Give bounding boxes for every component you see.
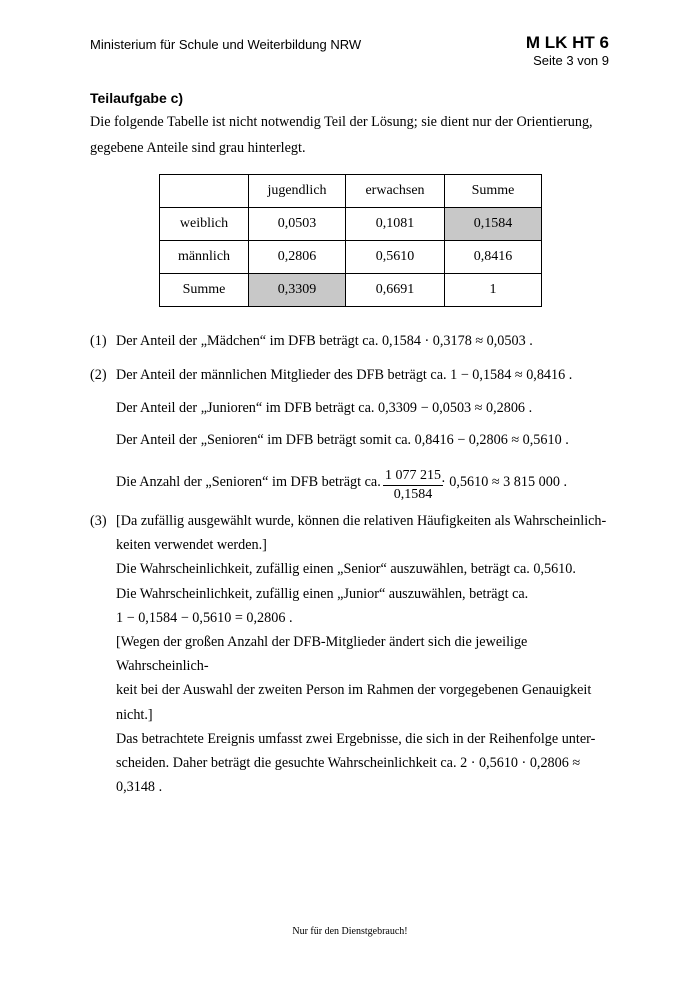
table-row — [160, 208, 542, 241]
formula: 0,1584 · 0,3178 ≈ 0,0503 . — [381, 333, 533, 349]
table-cell: 0,8416 — [445, 241, 542, 274]
table-header-cell: jugendlich — [249, 175, 346, 208]
item-line: Die Wahrscheinlichkeit, zufällig einen „Senior“ auszuwählen, beträgt ca. 0,5610. — [116, 561, 576, 578]
table-cell: 0,6691 — [346, 274, 445, 307]
item-line: 1 − 0,1584 − 0,5610 = 0,2806 . — [116, 609, 293, 626]
item-text: Der Anteil der „Senioren“ im DFB beträgt somit ca. — [116, 432, 412, 448]
item-2-count — [116, 471, 381, 493]
formula: 2 · 0,5610 · 0,2806 ≈ 0,3148 . — [116, 755, 581, 796]
table-cell-shaded: 0,1584 — [445, 208, 542, 241]
item-text: Der Anteil der männlichen Mitglieder des DFB beträgt ca. — [116, 367, 447, 383]
item-3 — [116, 509, 616, 799]
item-number: (3) — [90, 513, 107, 529]
item-line: keit bei der Auswahl der zweiten Person im Rahmen der vorgegebenen Genauigkeit nicht.] — [116, 682, 592, 723]
table-cell: 1 — [445, 274, 542, 307]
table-cell: 0,1081 — [346, 208, 445, 241]
item-number: (2) — [90, 367, 107, 383]
ministry-name: Ministerium für Schule und Weiterbildung NRW — [90, 37, 362, 52]
table-header-row — [160, 175, 542, 208]
item-line — [116, 751, 616, 799]
page-number: Seite 3 von 9 — [533, 53, 609, 68]
table-cell: weiblich — [160, 208, 249, 241]
table-header-cell: erwachsen — [346, 175, 445, 208]
table-cell: 0,5610 — [346, 241, 445, 274]
item-line: Das betrachtete Ereignis umfasst zwei Ergebnisse, die sich in der Reihenfolge unter- — [116, 730, 596, 747]
item-text: scheiden. Daher beträgt die gesuchte Wahrscheinlichkeit ca. — [116, 755, 457, 772]
formula: 1 − 0,1584 ≈ 0,8416 . — [450, 367, 573, 383]
item-1 — [90, 330, 533, 352]
fraction-denominator: 0,1584 — [393, 487, 433, 502]
table-cell: 0,2806 — [249, 241, 346, 274]
item-text: Der Anteil der „Junioren“ im DFB beträgt ca. — [116, 400, 375, 416]
exam-code: M LK HT 6 — [525, 33, 609, 52]
item-2-seniors — [116, 429, 569, 451]
item-line: [Da zufällig ausgewählt wurde, können die relativen Häufigkeiten als Wahrscheinlich- — [116, 513, 607, 529]
item-text: Die Anzahl der „Senioren“ im DFB beträgt ca. — [116, 474, 381, 490]
item-text: Der Anteil der „Mädchen“ im DFB beträgt ca. — [116, 333, 379, 349]
probability-table — [159, 174, 542, 307]
item-2 — [90, 364, 572, 386]
item-2-juniors — [116, 397, 532, 419]
table-row — [160, 241, 542, 274]
item-line: Die Wahrscheinlichkeit, zufällig einen „Junior“ auszuwählen, beträgt ca. — [116, 585, 529, 602]
intro-text: Die folgende Tabelle ist nicht notwendig Teil der Lösung; sie dient nur der Orientierung, gegebene Anteile sind grau hinterlegt. — [90, 114, 593, 156]
item-line: [Wegen der großen Anzahl der DFB-Mitglieder ändert sich die jeweilige Wahrscheinlich- — [116, 634, 528, 675]
table-cell: 0,0503 — [249, 208, 346, 241]
footer-note: Nur für den Dienstgebrauch! — [292, 926, 408, 937]
item-number: (1) — [90, 333, 107, 349]
fraction — [383, 467, 443, 504]
table-row — [160, 274, 542, 307]
table-cell-shaded: 0,3309 — [249, 274, 346, 307]
table-cell: Summe — [160, 274, 249, 307]
formula: 0,3309 − 0,0503 ≈ 0,2806 . — [378, 400, 533, 416]
formula: 0,8416 − 0,2806 ≈ 0,5610 . — [414, 432, 569, 448]
table-header-cell: Summe — [445, 175, 542, 208]
item-line: keiten verwendet werden.] — [116, 537, 267, 554]
table-header-cell — [160, 175, 249, 208]
table-cell: männlich — [160, 241, 249, 274]
fraction-numerator: 1 077 215 — [383, 467, 443, 486]
task-title: Teilaufgabe c) — [90, 90, 184, 106]
formula: · 0,5610 ≈ 3 815 000 . — [441, 474, 568, 490]
